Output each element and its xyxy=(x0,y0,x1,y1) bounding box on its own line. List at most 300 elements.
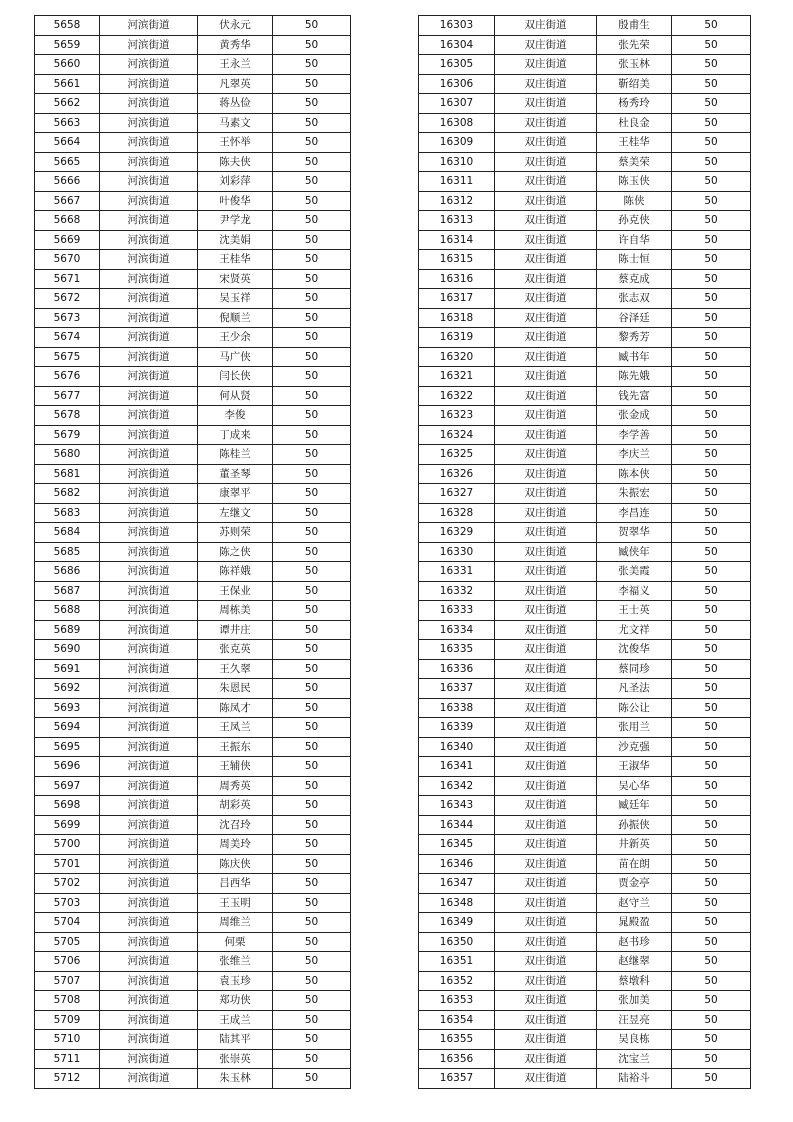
street-cell: 河滨街道 xyxy=(100,16,198,36)
amount-cell: 50 xyxy=(273,94,351,114)
amount-cell: 50 xyxy=(672,991,751,1011)
seq-number-cell: 5663 xyxy=(35,113,100,133)
table-row xyxy=(35,952,351,972)
name-cell: 何从贤 xyxy=(198,386,273,406)
name-cell: 张崇英 xyxy=(198,1049,273,1069)
amount-cell: 50 xyxy=(672,952,751,972)
name-cell: 靳绍美 xyxy=(597,74,672,94)
left-roster-table xyxy=(34,15,351,1089)
table-row xyxy=(419,94,751,114)
table-row xyxy=(419,776,751,796)
table-row xyxy=(419,620,751,640)
name-cell: 臧书年 xyxy=(597,347,672,367)
seq-number-cell: 16326 xyxy=(419,464,495,484)
street-cell: 双庄街道 xyxy=(495,815,597,835)
name-cell: 闫长侠 xyxy=(198,367,273,387)
name-cell: 尹学龙 xyxy=(198,211,273,231)
table-row xyxy=(419,562,751,582)
street-cell: 河滨街道 xyxy=(100,991,198,1011)
name-cell: 许自华 xyxy=(597,230,672,250)
name-cell: 晁殿盈 xyxy=(597,913,672,933)
street-cell: 双庄街道 xyxy=(495,991,597,1011)
name-cell: 陆其平 xyxy=(198,1030,273,1050)
street-cell: 双庄街道 xyxy=(495,854,597,874)
street-cell: 双庄街道 xyxy=(495,659,597,679)
table-row xyxy=(35,503,351,523)
table-row xyxy=(35,94,351,114)
table-row xyxy=(419,308,751,328)
table-row xyxy=(35,874,351,894)
seq-number-cell: 5678 xyxy=(35,406,100,426)
table-row xyxy=(419,113,751,133)
street-cell: 双庄街道 xyxy=(495,425,597,445)
amount-cell: 50 xyxy=(273,133,351,153)
street-cell: 双庄街道 xyxy=(495,113,597,133)
table-row xyxy=(419,484,751,504)
street-cell: 双庄街道 xyxy=(495,328,597,348)
street-cell: 双庄街道 xyxy=(495,601,597,621)
name-cell: 王桂华 xyxy=(597,133,672,153)
table-row xyxy=(419,74,751,94)
table-row xyxy=(35,718,351,738)
name-cell: 李福义 xyxy=(597,581,672,601)
name-cell: 陈公让 xyxy=(597,698,672,718)
table-row xyxy=(419,718,751,738)
table-row xyxy=(35,406,351,426)
seq-number-cell: 16344 xyxy=(419,815,495,835)
seq-number-cell: 5671 xyxy=(35,269,100,289)
table-row xyxy=(35,152,351,172)
seq-number-cell: 5665 xyxy=(35,152,100,172)
table-row xyxy=(35,289,351,309)
name-cell: 陈先娥 xyxy=(597,367,672,387)
amount-cell: 50 xyxy=(672,16,751,36)
table-row xyxy=(419,640,751,660)
amount-cell: 50 xyxy=(672,94,751,114)
seq-number-cell: 16352 xyxy=(419,971,495,991)
street-cell: 河滨街道 xyxy=(100,35,198,55)
seq-number-cell: 5660 xyxy=(35,55,100,75)
table-row xyxy=(419,55,751,75)
seq-number-cell: 5672 xyxy=(35,289,100,309)
amount-cell: 50 xyxy=(273,269,351,289)
table-row xyxy=(419,991,751,1011)
seq-number-cell: 16324 xyxy=(419,425,495,445)
street-cell: 河滨街道 xyxy=(100,542,198,562)
seq-number-cell: 5707 xyxy=(35,971,100,991)
seq-number-cell: 5674 xyxy=(35,328,100,348)
street-cell: 河滨街道 xyxy=(100,620,198,640)
amount-cell: 50 xyxy=(273,1049,351,1069)
table-row xyxy=(35,971,351,991)
street-cell: 双庄街道 xyxy=(495,74,597,94)
table-row xyxy=(419,523,751,543)
seq-number-cell: 5669 xyxy=(35,230,100,250)
street-cell: 河滨街道 xyxy=(100,113,198,133)
amount-cell: 50 xyxy=(672,893,751,913)
table-row xyxy=(419,835,751,855)
street-cell: 河滨街道 xyxy=(100,328,198,348)
seq-number-cell: 16348 xyxy=(419,893,495,913)
amount-cell: 50 xyxy=(672,191,751,211)
amount-cell: 50 xyxy=(672,523,751,543)
table-row xyxy=(35,35,351,55)
seq-number-cell: 5701 xyxy=(35,854,100,874)
table-row xyxy=(419,367,751,387)
seq-number-cell: 16333 xyxy=(419,601,495,621)
table-row xyxy=(35,464,351,484)
table-row xyxy=(419,893,751,913)
seq-number-cell: 16311 xyxy=(419,172,495,192)
name-cell: 孙克侠 xyxy=(597,211,672,231)
seq-number-cell: 5683 xyxy=(35,503,100,523)
table-row xyxy=(419,874,751,894)
street-cell: 双庄街道 xyxy=(495,835,597,855)
name-cell: 张克英 xyxy=(198,640,273,660)
name-cell: 蔡墩科 xyxy=(597,971,672,991)
name-cell: 吴心华 xyxy=(597,776,672,796)
name-cell: 贾金亭 xyxy=(597,874,672,894)
name-cell: 臧廷年 xyxy=(597,796,672,816)
table-row xyxy=(35,269,351,289)
name-cell: 张维兰 xyxy=(198,952,273,972)
street-cell: 双庄街道 xyxy=(495,55,597,75)
seq-number-cell: 5676 xyxy=(35,367,100,387)
table-row xyxy=(419,464,751,484)
amount-cell: 50 xyxy=(672,230,751,250)
street-cell: 双庄街道 xyxy=(495,932,597,952)
amount-cell: 50 xyxy=(672,913,751,933)
street-cell: 河滨街道 xyxy=(100,406,198,426)
street-cell: 河滨街道 xyxy=(100,679,198,699)
name-cell: 凡圣法 xyxy=(597,679,672,699)
table-row xyxy=(35,523,351,543)
seq-number-cell: 16306 xyxy=(419,74,495,94)
street-cell: 河滨街道 xyxy=(100,952,198,972)
street-cell: 双庄街道 xyxy=(495,35,597,55)
street-cell: 河滨街道 xyxy=(100,971,198,991)
table-row xyxy=(419,854,751,874)
amount-cell: 50 xyxy=(672,367,751,387)
seq-number-cell: 16325 xyxy=(419,445,495,465)
street-cell: 河滨街道 xyxy=(100,269,198,289)
name-cell: 张用兰 xyxy=(597,718,672,738)
seq-number-cell: 5709 xyxy=(35,1010,100,1030)
name-cell: 赵继翠 xyxy=(597,952,672,972)
seq-number-cell: 5664 xyxy=(35,133,100,153)
table-row xyxy=(35,835,351,855)
table-row xyxy=(419,172,751,192)
seq-number-cell: 5667 xyxy=(35,191,100,211)
street-cell: 双庄街道 xyxy=(495,367,597,387)
street-cell: 双庄街道 xyxy=(495,503,597,523)
seq-number-cell: 16328 xyxy=(419,503,495,523)
table-row xyxy=(419,425,751,445)
amount-cell: 50 xyxy=(672,737,751,757)
table-row xyxy=(35,796,351,816)
name-cell: 叶俊华 xyxy=(198,191,273,211)
seq-number-cell: 5687 xyxy=(35,581,100,601)
seq-number-cell: 16318 xyxy=(419,308,495,328)
table-row xyxy=(35,893,351,913)
table-row xyxy=(419,191,751,211)
name-cell: 朱玉林 xyxy=(198,1069,273,1089)
seq-number-cell: 5706 xyxy=(35,952,100,972)
name-cell: 周秀英 xyxy=(198,776,273,796)
amount-cell: 50 xyxy=(672,581,751,601)
street-cell: 双庄街道 xyxy=(495,971,597,991)
street-cell: 河滨街道 xyxy=(100,191,198,211)
table-row xyxy=(35,250,351,270)
table-row xyxy=(419,601,751,621)
table-row xyxy=(419,250,751,270)
table-row xyxy=(419,16,751,36)
street-cell: 河滨街道 xyxy=(100,659,198,679)
name-cell: 王士英 xyxy=(597,601,672,621)
amount-cell: 50 xyxy=(672,133,751,153)
seq-number-cell: 5670 xyxy=(35,250,100,270)
seq-number-cell: 16338 xyxy=(419,698,495,718)
amount-cell: 50 xyxy=(273,425,351,445)
street-cell: 双庄街道 xyxy=(495,445,597,465)
amount-cell: 50 xyxy=(672,386,751,406)
street-cell: 河滨街道 xyxy=(100,1030,198,1050)
street-cell: 双庄街道 xyxy=(495,523,597,543)
name-cell: 李庆兰 xyxy=(597,445,672,465)
amount-cell: 50 xyxy=(672,328,751,348)
name-cell: 沈召玲 xyxy=(198,815,273,835)
name-cell: 贺翠华 xyxy=(597,523,672,543)
name-cell: 朱振宏 xyxy=(597,484,672,504)
street-cell: 河滨街道 xyxy=(100,718,198,738)
seq-number-cell: 16310 xyxy=(419,152,495,172)
name-cell: 陈庆侠 xyxy=(198,854,273,874)
street-cell: 双庄街道 xyxy=(495,620,597,640)
table-row xyxy=(419,659,751,679)
table-row xyxy=(419,971,751,991)
amount-cell: 50 xyxy=(273,796,351,816)
amount-cell: 50 xyxy=(273,308,351,328)
seq-number-cell: 5705 xyxy=(35,932,100,952)
table-row xyxy=(35,386,351,406)
table-row xyxy=(35,737,351,757)
amount-cell: 50 xyxy=(273,854,351,874)
amount-cell: 50 xyxy=(672,659,751,679)
table-row xyxy=(35,1049,351,1069)
street-cell: 河滨街道 xyxy=(100,854,198,874)
street-cell: 河滨街道 xyxy=(100,211,198,231)
amount-cell: 50 xyxy=(273,874,351,894)
name-cell: 苗在朗 xyxy=(597,854,672,874)
amount-cell: 50 xyxy=(672,718,751,738)
seq-number-cell: 16353 xyxy=(419,991,495,1011)
table-row xyxy=(35,542,351,562)
name-cell: 钱先富 xyxy=(597,386,672,406)
street-cell: 河滨街道 xyxy=(100,367,198,387)
seq-number-cell: 16305 xyxy=(419,55,495,75)
amount-cell: 50 xyxy=(672,815,751,835)
name-cell: 赵守兰 xyxy=(597,893,672,913)
seq-number-cell: 16332 xyxy=(419,581,495,601)
table-row xyxy=(35,1069,351,1089)
street-cell: 双庄街道 xyxy=(495,484,597,504)
name-cell: 蔡美荣 xyxy=(597,152,672,172)
street-cell: 双庄街道 xyxy=(495,757,597,777)
amount-cell: 50 xyxy=(672,172,751,192)
seq-number-cell: 16354 xyxy=(419,1010,495,1030)
name-cell: 周栋美 xyxy=(198,601,273,621)
table-row xyxy=(35,367,351,387)
table-row xyxy=(35,757,351,777)
table-row xyxy=(35,601,351,621)
street-cell: 双庄街道 xyxy=(495,94,597,114)
street-cell: 河滨街道 xyxy=(100,289,198,309)
street-cell: 河滨街道 xyxy=(100,152,198,172)
name-cell: 李昌连 xyxy=(597,503,672,523)
amount-cell: 50 xyxy=(273,503,351,523)
seq-number-cell: 16315 xyxy=(419,250,495,270)
street-cell: 河滨街道 xyxy=(100,1069,198,1089)
seq-number-cell: 16334 xyxy=(419,620,495,640)
street-cell: 河滨街道 xyxy=(100,55,198,75)
seq-number-cell: 5661 xyxy=(35,74,100,94)
name-cell: 孙振侠 xyxy=(597,815,672,835)
name-cell: 周美玲 xyxy=(198,835,273,855)
street-cell: 河滨街道 xyxy=(100,1010,198,1030)
seq-number-cell: 16343 xyxy=(419,796,495,816)
table-row xyxy=(419,1069,751,1089)
street-cell: 河滨街道 xyxy=(100,523,198,543)
table-row xyxy=(419,406,751,426)
name-cell: 凡翠英 xyxy=(198,74,273,94)
street-cell: 双庄街道 xyxy=(495,581,597,601)
seq-number-cell: 5712 xyxy=(35,1069,100,1089)
amount-cell: 50 xyxy=(273,815,351,835)
name-cell: 王保业 xyxy=(198,581,273,601)
street-cell: 双庄街道 xyxy=(495,776,597,796)
name-cell: 袁玉珍 xyxy=(198,971,273,991)
seq-number-cell: 5675 xyxy=(35,347,100,367)
seq-number-cell: 16339 xyxy=(419,718,495,738)
street-cell: 双庄街道 xyxy=(495,289,597,309)
name-cell: 张先荣 xyxy=(597,35,672,55)
table-row xyxy=(419,152,751,172)
name-cell: 何栗 xyxy=(198,932,273,952)
name-cell: 张志双 xyxy=(597,289,672,309)
table-row xyxy=(419,815,751,835)
street-cell: 河滨街道 xyxy=(100,776,198,796)
seq-number-cell: 5684 xyxy=(35,523,100,543)
amount-cell: 50 xyxy=(672,601,751,621)
name-cell: 陈侠 xyxy=(597,191,672,211)
seq-number-cell: 5673 xyxy=(35,308,100,328)
seq-number-cell: 5679 xyxy=(35,425,100,445)
amount-cell: 50 xyxy=(273,932,351,952)
name-cell: 陈本侠 xyxy=(597,464,672,484)
street-cell: 河滨街道 xyxy=(100,698,198,718)
name-cell: 吴良栋 xyxy=(597,1030,672,1050)
seq-number-cell: 16313 xyxy=(419,211,495,231)
seq-number-cell: 16336 xyxy=(419,659,495,679)
amount-cell: 50 xyxy=(273,523,351,543)
seq-number-cell: 5658 xyxy=(35,16,100,36)
table-row xyxy=(35,581,351,601)
seq-number-cell: 16303 xyxy=(419,16,495,36)
amount-cell: 50 xyxy=(273,445,351,465)
seq-number-cell: 5690 xyxy=(35,640,100,660)
street-cell: 双庄街道 xyxy=(495,269,597,289)
seq-number-cell: 16320 xyxy=(419,347,495,367)
seq-number-cell: 5668 xyxy=(35,211,100,231)
street-cell: 双庄街道 xyxy=(495,191,597,211)
seq-number-cell: 16349 xyxy=(419,913,495,933)
name-cell: 马素文 xyxy=(198,113,273,133)
amount-cell: 50 xyxy=(273,55,351,75)
seq-number-cell: 16312 xyxy=(419,191,495,211)
street-cell: 河滨街道 xyxy=(100,601,198,621)
name-cell: 张美霞 xyxy=(597,562,672,582)
seq-number-cell: 5677 xyxy=(35,386,100,406)
street-cell: 双庄街道 xyxy=(495,172,597,192)
table-row xyxy=(419,1030,751,1050)
name-cell: 马广侠 xyxy=(198,347,273,367)
amount-cell: 50 xyxy=(273,542,351,562)
name-cell: 赵书珍 xyxy=(597,932,672,952)
seq-number-cell: 5680 xyxy=(35,445,100,465)
seq-number-cell: 16357 xyxy=(419,1069,495,1089)
amount-cell: 50 xyxy=(273,152,351,172)
seq-number-cell: 5688 xyxy=(35,601,100,621)
amount-cell: 50 xyxy=(273,16,351,36)
amount-cell: 50 xyxy=(672,347,751,367)
amount-cell: 50 xyxy=(672,1030,751,1050)
seq-number-cell: 5662 xyxy=(35,94,100,114)
name-cell: 杜良金 xyxy=(597,113,672,133)
name-cell: 苏则荣 xyxy=(198,523,273,543)
street-cell: 双庄街道 xyxy=(495,698,597,718)
amount-cell: 50 xyxy=(273,893,351,913)
street-cell: 双庄街道 xyxy=(495,562,597,582)
name-cell: 倪顺兰 xyxy=(198,308,273,328)
name-cell: 谭井庄 xyxy=(198,620,273,640)
street-cell: 河滨街道 xyxy=(100,581,198,601)
amount-cell: 50 xyxy=(273,74,351,94)
street-cell: 双庄街道 xyxy=(495,211,597,231)
name-cell: 井新英 xyxy=(597,835,672,855)
street-cell: 河滨街道 xyxy=(100,757,198,777)
amount-cell: 50 xyxy=(672,542,751,562)
name-cell: 董圣琴 xyxy=(198,464,273,484)
name-cell: 谷泽廷 xyxy=(597,308,672,328)
name-cell: 李俊 xyxy=(198,406,273,426)
seq-number-cell: 5708 xyxy=(35,991,100,1011)
name-cell: 陈士恒 xyxy=(597,250,672,270)
street-cell: 河滨街道 xyxy=(100,172,198,192)
table-row xyxy=(35,620,351,640)
amount-cell: 50 xyxy=(273,230,351,250)
amount-cell: 50 xyxy=(273,386,351,406)
amount-cell: 50 xyxy=(672,289,751,309)
name-cell: 吕西华 xyxy=(198,874,273,894)
street-cell: 双庄街道 xyxy=(495,386,597,406)
table-row xyxy=(35,191,351,211)
table-row xyxy=(35,55,351,75)
amount-cell: 50 xyxy=(672,971,751,991)
amount-cell: 50 xyxy=(672,640,751,660)
name-cell: 丁成来 xyxy=(198,425,273,445)
table-row xyxy=(35,991,351,1011)
seq-number-cell: 5711 xyxy=(35,1049,100,1069)
